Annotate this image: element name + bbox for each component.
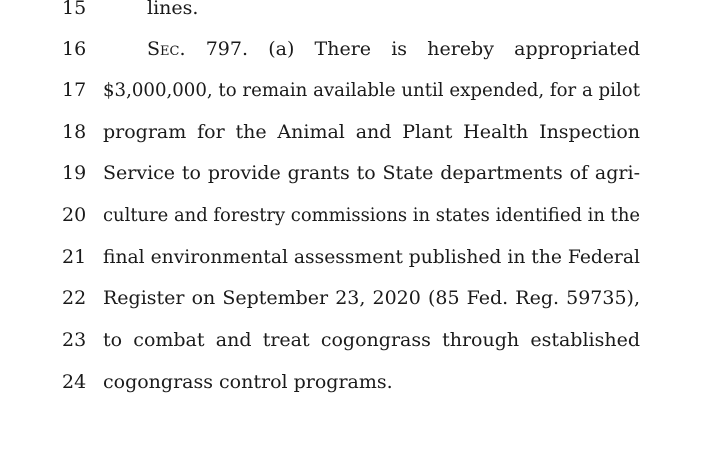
- line-text: Register on September 23, 2020 (85 Fed. Reg. 59735),: [103, 287, 640, 309]
- line-number: 24: [62, 371, 87, 393]
- line-18: [0, 117, 718, 147]
- line-number: 20: [62, 204, 87, 226]
- line-number: 15: [62, 0, 87, 19]
- line-text: program for the Animal and Plant Health Inspection: [103, 121, 640, 143]
- line-text: lines.: [147, 0, 199, 19]
- line-text: culture and forestry commissions in states identified in the: [103, 204, 640, 226]
- line-19: [0, 158, 718, 188]
- line-number: 21: [62, 246, 87, 268]
- line-text: [147, 34, 640, 64]
- line-23: [0, 325, 718, 355]
- line-text: to combat and treat cogongrass through established: [103, 329, 640, 351]
- line-24: [0, 367, 718, 397]
- line-21: [0, 242, 718, 272]
- line-number: 19: [62, 162, 87, 184]
- line-number: 22: [62, 287, 87, 309]
- line-text: final environmental assessment published in the Federal: [103, 246, 640, 268]
- line-15: [0, 0, 718, 23]
- line-20: [0, 200, 718, 230]
- line-17: [0, 75, 718, 105]
- line-16: [0, 34, 718, 64]
- line-text: cogongrass control programs.: [103, 371, 393, 393]
- line-number: 23: [62, 329, 87, 351]
- line-number: 17: [62, 79, 87, 101]
- line-22: [0, 283, 718, 313]
- line-number: 18: [62, 121, 87, 143]
- section-label: Sec.: [147, 38, 186, 60]
- line-number: 16: [62, 38, 87, 60]
- section-text: 797. (a) There is hereby appropriated: [205, 38, 640, 60]
- line-text: Service to provide grants to State departments of agri-: [103, 162, 640, 184]
- line-text: $3,000,000, to remain available until expended, for a pilot: [103, 79, 640, 101]
